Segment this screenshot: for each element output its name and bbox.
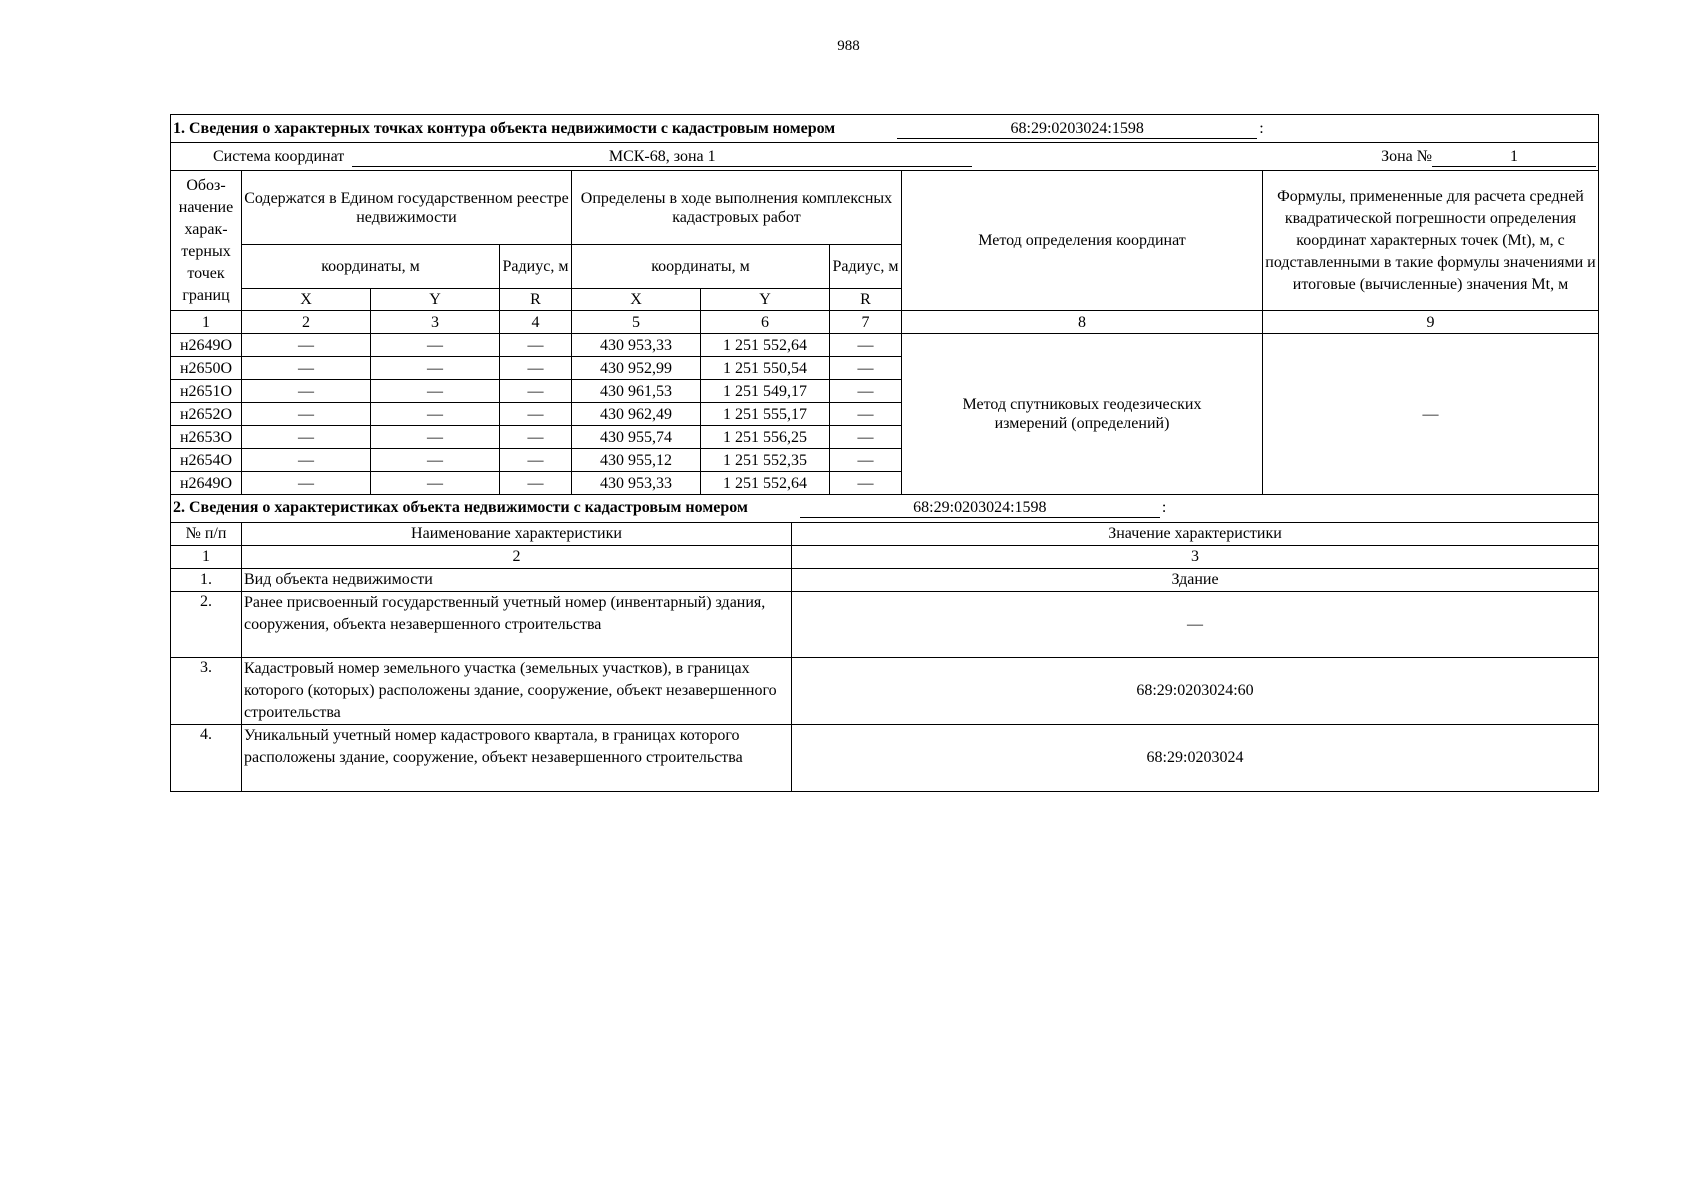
point-r2: — [830, 334, 902, 357]
characteristic-value: 68:29:0203024 [792, 724, 1599, 791]
col-number: 8 [902, 311, 1263, 334]
point-y2: 1 251 550,54 [701, 357, 830, 380]
col-number: 5 [572, 311, 701, 334]
point-x1: — [242, 472, 371, 495]
point-r1: — [500, 357, 572, 380]
col-number: 9 [1263, 311, 1599, 334]
header-egrn-coords: координаты, м [242, 245, 500, 289]
characteristic-name: Кадастровый номер земельного участка (земельных участков), в границах которого (которых) расположены здание, сооружение, объект незавершенного строительства [242, 657, 792, 724]
characteristic-name: Уникальный учетный номер кадастрового квартала, в границах которого расположены здание, сооружение, объект незавершенного строительства [242, 724, 792, 791]
coord-system-label: Система координат [213, 147, 345, 165]
col-number: 1 [171, 311, 242, 334]
point-x2: 430 955,74 [572, 426, 701, 449]
column-numbers-row [171, 311, 1599, 334]
point-x2: 430 955,12 [572, 449, 701, 472]
point-r2: — [830, 449, 902, 472]
point-r2: — [830, 426, 902, 449]
characteristic-value: Здание [792, 568, 1599, 591]
point-r1: — [500, 334, 572, 357]
point-row [171, 334, 1599, 357]
section2-title: 2. Сведения о характеристиках объекта недвижимости с кадастровым номером [173, 499, 748, 517]
point-r1: — [500, 380, 572, 403]
header-num: № п/п [171, 522, 242, 545]
point-r2: — [830, 403, 902, 426]
coord-system-row [171, 143, 1599, 171]
point-x2: 430 953,33 [572, 472, 701, 495]
header-designation: Обоз-начение харак-терных точек границ [171, 171, 242, 311]
point-r2: — [830, 380, 902, 403]
section1-title: 1. Сведения о характерных точках контура объекта недвижимости с кадастровым номером [173, 119, 836, 137]
header-y1: Y [371, 289, 500, 311]
col-number: 1 [171, 545, 242, 568]
header-y2: Y [701, 289, 830, 311]
header-r1: R [500, 289, 572, 311]
col-number: 3 [371, 311, 500, 334]
point-r1: — [500, 472, 572, 495]
point-id: н2654О [171, 449, 242, 472]
point-r1: — [500, 403, 572, 426]
point-id: н2649О [171, 334, 242, 357]
point-x1: — [242, 403, 371, 426]
characteristic-row [171, 591, 1599, 657]
header-x1: X [242, 289, 371, 311]
section2-title-row [171, 495, 1599, 522]
page-number: 988 [837, 38, 860, 54]
header-kkr: Определены в ходе выполнения комплексных кадастровых работ [572, 171, 902, 245]
point-y1: — [371, 357, 500, 380]
point-x2: 430 953,33 [572, 334, 701, 357]
col-number: 6 [701, 311, 830, 334]
header-egrn-radius: Радиус, м [500, 245, 572, 289]
point-x1: — [242, 449, 371, 472]
col-number: 2 [242, 545, 792, 568]
point-x2: 430 952,99 [572, 357, 701, 380]
characteristic-row [171, 568, 1599, 591]
point-id: н2650О [171, 357, 242, 380]
header-kkr-radius: Радиус, м [830, 245, 902, 289]
document-body [170, 114, 1598, 792]
point-x2: 430 962,49 [572, 403, 701, 426]
header-name: Наименование характеристики [242, 522, 792, 545]
point-y1: — [371, 334, 500, 357]
characteristic-row [171, 724, 1599, 791]
header-kkr-coords: координаты, м [572, 245, 830, 289]
zone-label: Зона № [1381, 147, 1433, 165]
section1-title-row [171, 115, 1599, 143]
point-x1: — [242, 357, 371, 380]
point-y2: 1 251 556,25 [701, 426, 830, 449]
point-r2: — [830, 472, 902, 495]
point-y2: 1 251 552,35 [701, 449, 830, 472]
section2-colon: : [1161, 499, 1167, 517]
point-r1: — [500, 449, 572, 472]
section1-table [170, 114, 1599, 495]
section2-table [170, 495, 1599, 792]
header-formulas: Формулы, примененные для расчета средней квадратической погрешности определения координат характерных точек (Mt), м, с подставленными в такие формулы значениями и итоговые (вычисленные) значения Mt, м [1263, 171, 1599, 311]
characteristic-num: 3. [171, 657, 242, 724]
header-value: Значение характеристики [792, 522, 1599, 545]
point-y1: — [371, 449, 500, 472]
point-y1: — [371, 472, 500, 495]
header-x2: X [572, 289, 701, 311]
header-method: Метод определения координат [902, 171, 1263, 311]
point-id: н2652О [171, 403, 242, 426]
header-egrn: Содержатся в Едином государственном реестре недвижимости [242, 171, 572, 245]
characteristic-num: 1. [171, 568, 242, 591]
point-x1: — [242, 380, 371, 403]
col-number: 2 [242, 311, 371, 334]
section2-cadastral-number: 68:29:0203024:1598 [800, 498, 1160, 518]
point-y1: — [371, 426, 500, 449]
col-number: 4 [500, 311, 572, 334]
point-id: н2649О [171, 472, 242, 495]
zone-value: 1 [1432, 147, 1596, 167]
characteristic-value: 68:29:0203024:60 [792, 657, 1599, 724]
col-number: 3 [792, 545, 1599, 568]
section1-colon: : [1259, 119, 1264, 137]
point-x2: 430 961,53 [572, 380, 701, 403]
point-y2: 1 251 549,17 [701, 380, 830, 403]
point-x1: — [242, 334, 371, 357]
point-y2: 1 251 552,64 [701, 334, 830, 357]
section1-cadastral-number: 68:29:0203024:1598 [897, 119, 1257, 139]
point-r1: — [500, 426, 572, 449]
formula-value: — [1263, 334, 1599, 495]
characteristic-name: Ранее присвоенный государственный учетный номер (инвентарный) здания, сооружения, объекта незавершенного строительства [242, 591, 792, 657]
point-id: н2653О [171, 426, 242, 449]
coord-system-value: МСК-68, зона 1 [352, 147, 972, 167]
characteristic-num: 4. [171, 724, 242, 791]
header-r2: R [830, 289, 902, 311]
point-y2: 1 251 552,64 [701, 472, 830, 495]
point-y1: — [371, 403, 500, 426]
characteristic-num: 2. [171, 591, 242, 657]
characteristic-row [171, 657, 1599, 724]
method-value: Метод спутниковых геодезических измерений (определений) [902, 334, 1263, 495]
point-r2: — [830, 357, 902, 380]
point-y1: — [371, 380, 500, 403]
point-id: н2651О [171, 380, 242, 403]
characteristic-value: — [792, 591, 1599, 657]
point-x1: — [242, 426, 371, 449]
point-y2: 1 251 555,17 [701, 403, 830, 426]
col-number: 7 [830, 311, 902, 334]
characteristic-name: Вид объекта недвижимости [242, 568, 792, 591]
